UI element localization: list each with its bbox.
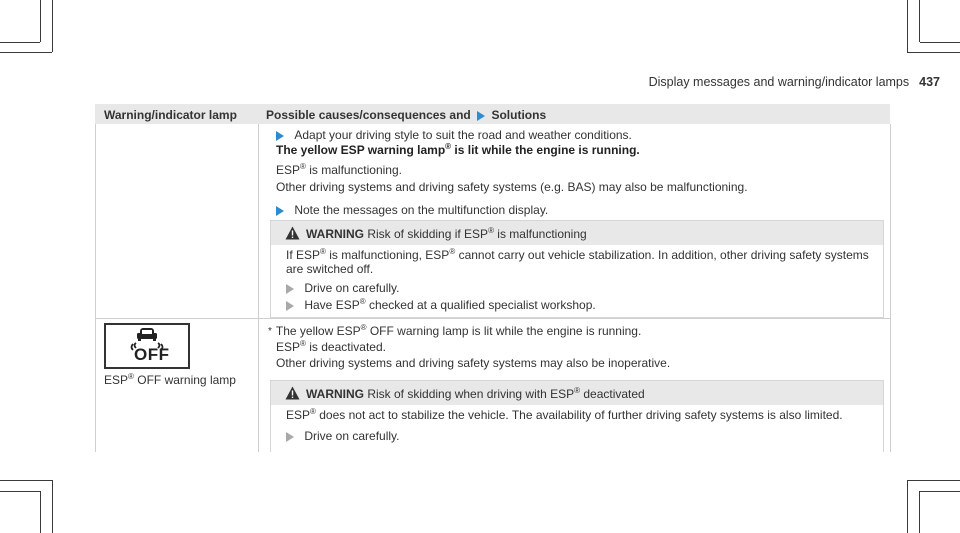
registered-mark: ® bbox=[128, 372, 134, 381]
registered-mark: ® bbox=[574, 386, 581, 395]
crop-mark bbox=[52, 0, 53, 52]
crop-mark bbox=[0, 491, 40, 492]
warning-box bbox=[270, 380, 884, 462]
warning-label: WARNING bbox=[306, 227, 364, 241]
warning-step-text bbox=[304, 298, 595, 312]
crop-mark bbox=[919, 491, 920, 533]
warning-title-text: is malfunctioning bbox=[493, 227, 587, 241]
row-divider bbox=[95, 318, 890, 319]
table-divider bbox=[258, 124, 259, 454]
table-divider bbox=[95, 124, 96, 454]
warning-step bbox=[286, 429, 400, 444]
crop-mark bbox=[920, 42, 960, 43]
warning-title bbox=[306, 227, 587, 241]
table-header bbox=[95, 104, 890, 124]
warning-title bbox=[306, 387, 645, 401]
warning-step-text: Drive on carefully. bbox=[304, 281, 400, 295]
warning-header bbox=[271, 221, 883, 245]
page-bottom-mask bbox=[60, 452, 900, 482]
warning-step bbox=[286, 281, 400, 296]
lamp-status-heading bbox=[276, 143, 640, 158]
cause-text bbox=[276, 163, 402, 178]
warning-body-text: does not act to stabilize the vehicle. The availability of further driving safety systems is also limited. bbox=[315, 408, 843, 422]
crop-mark bbox=[907, 480, 908, 533]
column-header-lamp: Warning/indicator lamp bbox=[104, 108, 237, 122]
column-header-causes bbox=[266, 108, 546, 122]
column-header-causes-text: Possible causes/consequences and bbox=[266, 108, 471, 122]
esp-off-lamp-icon bbox=[104, 323, 190, 369]
lamp-off-text: OFF bbox=[134, 345, 170, 364]
crop-mark bbox=[907, 0, 908, 52]
warning-body-text: ESP bbox=[286, 408, 311, 422]
warning-header bbox=[271, 381, 883, 405]
page-number: 437 bbox=[919, 75, 940, 89]
crop-mark bbox=[0, 480, 52, 481]
step-arrow-icon bbox=[286, 301, 294, 311]
warning-triangle-icon bbox=[285, 386, 300, 400]
heading-text: The yellow ESP warning lamp bbox=[276, 143, 446, 157]
warning-triangle-icon bbox=[285, 226, 300, 240]
crop-mark bbox=[40, 0, 41, 42]
lamp-status-line bbox=[268, 324, 641, 339]
warning-body-text: is malfunctioning, ESP bbox=[325, 248, 450, 262]
crop-mark bbox=[907, 52, 960, 53]
warning-body-text: If ESP bbox=[286, 248, 321, 262]
warning-title-text: Risk of skidding if ESP bbox=[367, 227, 489, 241]
registered-mark: ® bbox=[300, 162, 306, 171]
action-text: Note the messages on the multifunction display. bbox=[294, 203, 549, 217]
step-arrow-icon bbox=[286, 284, 294, 294]
warning-step bbox=[286, 298, 596, 313]
column-header-solutions: Solutions bbox=[491, 108, 547, 122]
lamp-caption-text: OFF warning lamp bbox=[133, 373, 236, 387]
esp-term: ESP bbox=[276, 163, 301, 177]
cause-description: is malfunctioning. bbox=[305, 163, 402, 177]
crop-mark bbox=[907, 480, 960, 481]
table-divider bbox=[890, 124, 891, 454]
warning-body: are switched off. bbox=[286, 262, 374, 276]
registered-mark: ® bbox=[488, 226, 494, 235]
registered-mark: ® bbox=[320, 247, 326, 256]
warning-body bbox=[286, 248, 869, 263]
heading-text: is lit while the engine is running. bbox=[451, 143, 640, 157]
crop-mark bbox=[920, 491, 960, 492]
warning-step-text: Have ESP bbox=[304, 298, 360, 312]
footnote-star: * bbox=[268, 326, 272, 337]
registered-mark: ® bbox=[445, 142, 452, 151]
warning-body bbox=[286, 408, 843, 423]
registered-mark: ® bbox=[310, 407, 316, 416]
consequence-text: Other driving systems and driving safety systems (e.g. BAS) may also be malfunctioning. bbox=[276, 180, 748, 194]
registered-mark: ® bbox=[360, 323, 367, 332]
cause-description: is deactivated. bbox=[305, 340, 386, 354]
consequence-text: Other driving systems and driving safety systems may also be inoperative. bbox=[276, 356, 671, 370]
status-text: The yellow ESP bbox=[275, 324, 361, 338]
lamp-caption bbox=[104, 373, 236, 388]
registered-mark: ® bbox=[449, 247, 456, 256]
action-step bbox=[276, 203, 548, 218]
action-text: Adapt your driving style to suit the road and weather conditions. bbox=[294, 128, 632, 142]
lamp-caption-text: ESP bbox=[104, 373, 129, 387]
crop-mark bbox=[0, 42, 40, 43]
action-arrow-icon bbox=[477, 111, 485, 121]
action-arrow-icon bbox=[276, 131, 284, 141]
crop-mark bbox=[52, 480, 53, 533]
warning-step-text: Drive on carefully. bbox=[304, 429, 400, 443]
registered-mark: ® bbox=[300, 339, 306, 348]
action-step bbox=[276, 128, 632, 143]
step-arrow-icon bbox=[286, 432, 294, 442]
warning-step-text: checked at a qualified specialist workshop. bbox=[365, 298, 596, 312]
warning-body-text: cannot carry out vehicle stabilization. In addition, other driving safety systems bbox=[455, 248, 869, 262]
action-arrow-icon bbox=[276, 206, 284, 216]
crop-mark bbox=[0, 52, 52, 53]
running-header bbox=[600, 75, 940, 89]
crop-mark bbox=[40, 491, 41, 533]
warning-box bbox=[270, 220, 884, 318]
cause-text bbox=[276, 340, 386, 355]
status-text: OFF warning lamp is lit while the engine is running. bbox=[366, 324, 642, 338]
warning-title-text: Risk of skidding when driving with ESP bbox=[367, 387, 575, 401]
registered-mark: ® bbox=[359, 297, 366, 306]
crop-mark bbox=[919, 0, 920, 42]
running-header-title: Display messages and warning/indicator lamps bbox=[648, 75, 910, 89]
warning-title-text: deactivated bbox=[580, 387, 645, 401]
warning-label: WARNING bbox=[306, 387, 364, 401]
esp-term: ESP bbox=[276, 340, 301, 354]
